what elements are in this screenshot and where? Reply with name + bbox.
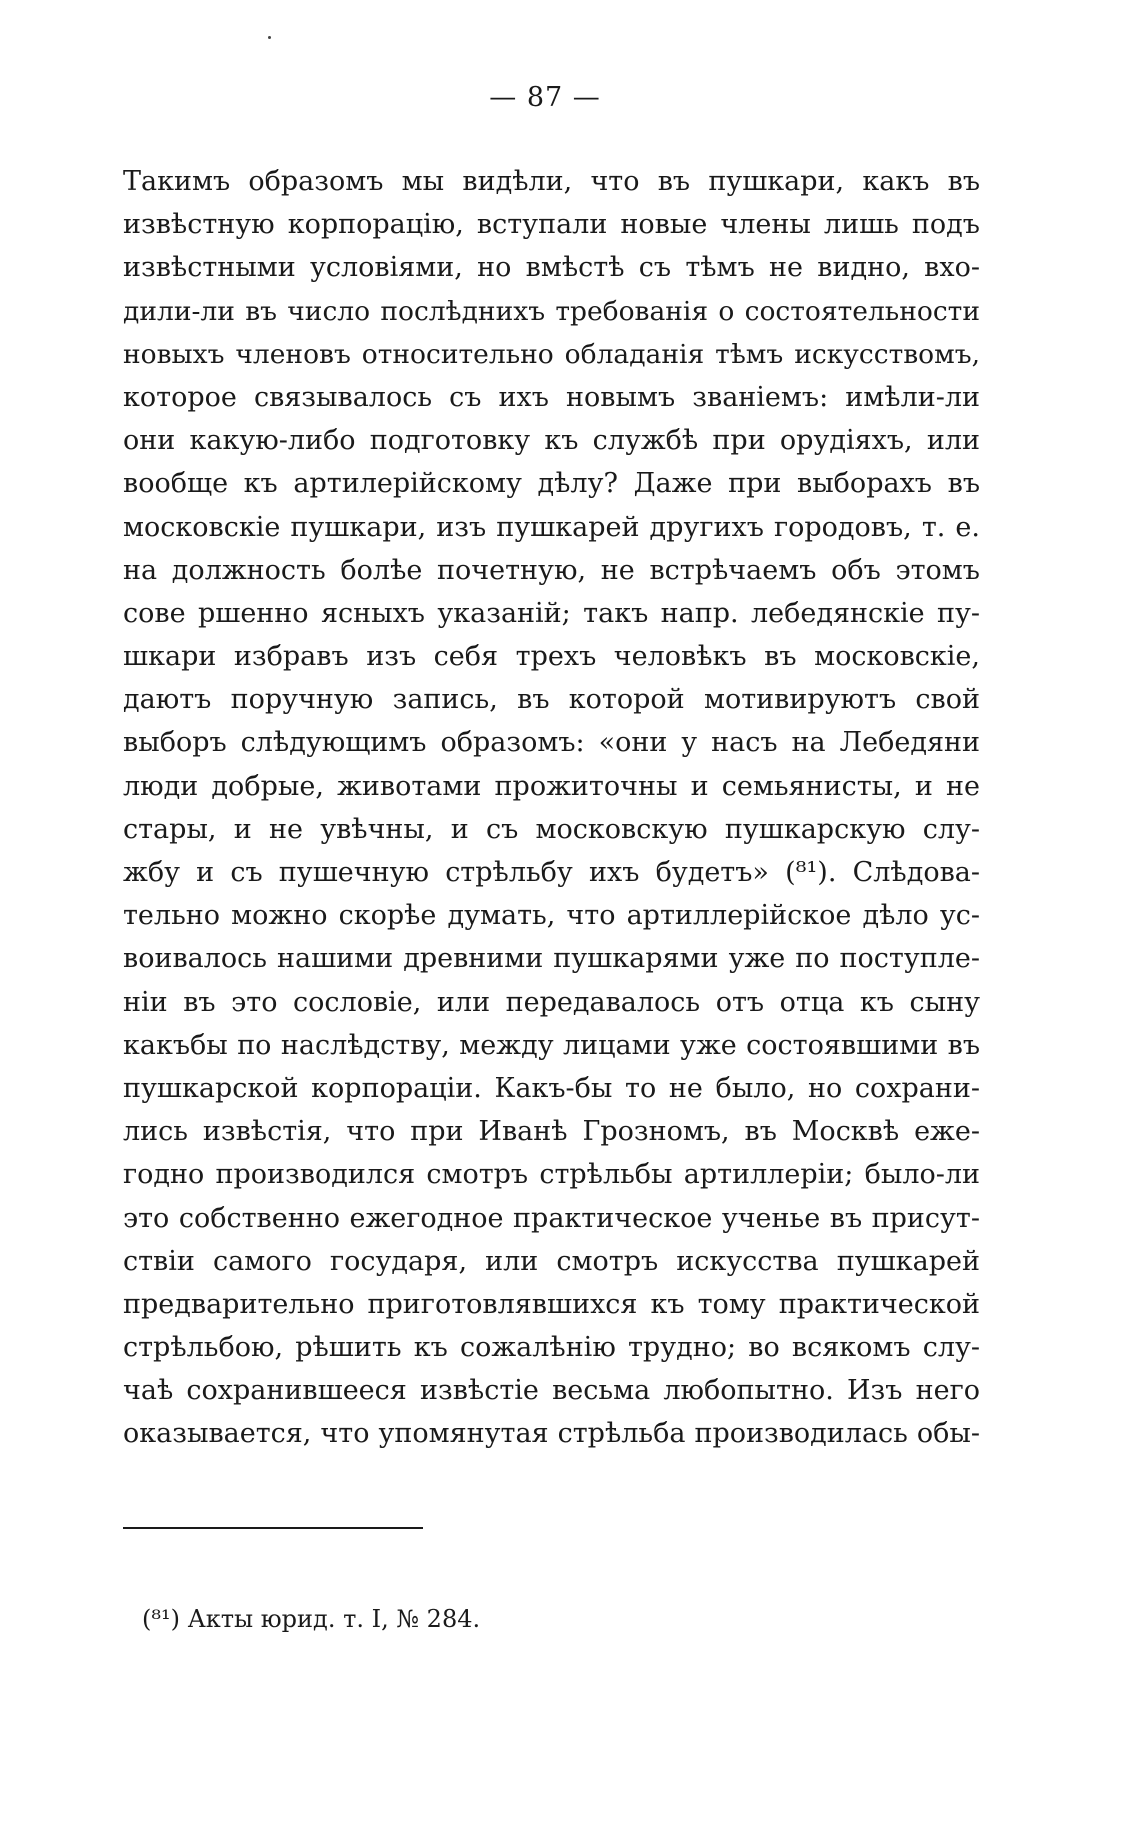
text-line: стары, и не увѣчны, и съ московскую пушкарскую слу- <box>123 813 980 845</box>
text-line: извѣстную корпорацію, вступали новые члены лишь подъ <box>123 209 980 241</box>
text-line: на должность болѣе почетную, не встрѣчаемъ объ этомъ <box>123 554 980 586</box>
body-text <box>123 160 980 1456</box>
text-line: воивалось нашими древними пушкарями уже по поступле- <box>123 943 980 975</box>
text-line: чаѣ сохранившееся извѣстіе весьма любопытно. Изъ него <box>123 1375 980 1407</box>
text-line: шкари избравъ изъ себя трехъ человѣкъ въ московскіе, <box>123 641 980 673</box>
text-line: жбу и съ пушечную стрѣльбу ихъ будетъ» (⁸¹). Слѣдова- <box>123 857 980 888</box>
text-line: московскіе пушкари, изъ пушкарей другихъ городовъ, т. е. <box>123 511 980 543</box>
text-line: тельно можно скорѣе думать, что артиллерійское дѣло ус- <box>123 900 980 932</box>
text-line: годно производился смотръ стрѣльбы артиллеріи; было-ли <box>123 1159 980 1191</box>
footnote: (⁸¹) Акты юрид. т. I, № 284. <box>142 1605 481 1633</box>
text-line: извѣстными условіями, но вмѣстѣ съ тѣмъ не видно, вхо- <box>123 252 980 284</box>
text-line: стрѣльбою, рѣшить къ сожалѣнію трудно; во всякомъ слу- <box>123 1332 980 1364</box>
text-line: выборъ слѣдующимъ образомъ: «они у насъ на Лебедяни <box>123 727 980 759</box>
text-line: Такимъ образомъ мы видѣли, что въ пушкари, какъ въ <box>123 166 980 197</box>
text-line: новыхъ членовъ относительно обладанія тѣмъ искусствомъ, <box>123 338 980 370</box>
text-line: вообще къ артилерійскому дѣлу? Даже при выборахъ въ <box>123 468 980 500</box>
text-line: пушкарской корпораціи. Какъ-бы то не было, но сохрани- <box>123 1072 980 1104</box>
text-line: какъбы по наслѣдству, между лицами уже состоявшими въ <box>123 1029 980 1061</box>
print-speck <box>268 36 271 39</box>
text-line: сове ршенно ясныхъ указаній; такъ напр. лебедянскіе пу- <box>123 597 980 629</box>
text-line: даютъ поручную запись, въ которой мотивируютъ свой <box>123 684 980 716</box>
text-line: ніи въ это сословіе, или передавалось отъ отца къ сыну <box>123 986 980 1018</box>
text-line: дили-ли въ число послѣднихъ требованія о состоятельности <box>123 295 980 327</box>
text-line: лись извѣстія, что при Иванѣ Грозномъ, въ Москвѣ еже- <box>123 1116 980 1148</box>
text-line: которое связывалось съ ихъ новымъ званіемъ: имѣли-ли <box>123 381 980 413</box>
text-line: люди добрые, животами прожиточны и семьянисты, и не <box>123 770 980 802</box>
text-line: ствіи самого государя, или смотръ искусства пушкарей <box>123 1245 980 1277</box>
text-line: оказывается, что упомянутая стрѣльба производилась обы- <box>123 1418 980 1450</box>
page-number: — 87 — <box>489 82 601 113</box>
text-line: они какую-либо подготовку къ службѣ при орудіяхъ, или <box>123 425 980 457</box>
text-line: это собственно ежегодное практическое ученье въ присут- <box>123 1202 980 1234</box>
text-line: предварительно приготовлявшихся къ тому практической <box>123 1288 980 1320</box>
footnote-divider <box>123 1527 423 1529</box>
